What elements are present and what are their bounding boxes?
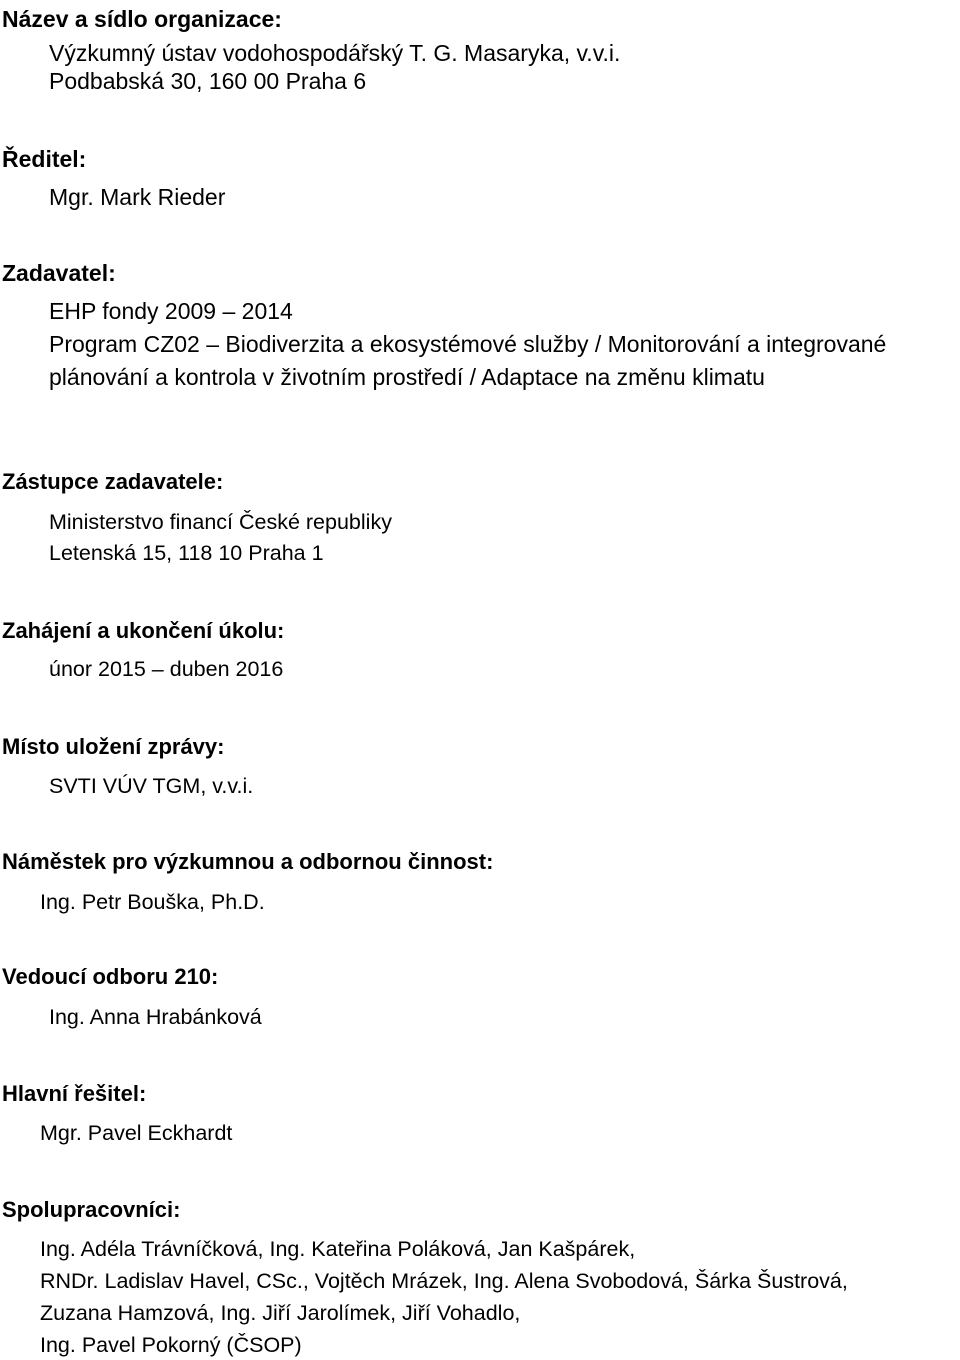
director-heading: Ředitel: [2,146,87,172]
collaborators-line-4: Ing. Pavel Pokorný (ČSOP) [40,1333,302,1357]
authority-representative-address: Letenská 15, 118 10 Praha 1 [49,541,324,565]
report-location-heading: Místo uložení zprávy: [2,734,225,759]
collaborators-line-2: RNDr. Ladislav Havel, CSc., Vojtěch Mrázek, Ing. Alena Svobodová, Šárka Šustrová, [40,1269,848,1293]
collaborators-heading: Spolupracovníci: [2,1197,181,1222]
department-head-name: Ing. Anna Hrabánková [49,1005,262,1029]
deputy-director-heading: Náměstek pro výzkumnou a odbornou činnost: [2,849,494,874]
authority-representative-name: Ministerstvo financí České republiky [49,510,392,534]
contracting-authority-heading: Zadavatel: [2,260,116,286]
director-name: Mgr. Mark Rieder [49,184,226,210]
organization-heading: Název a sídlo organizace: [2,6,282,32]
contracting-authority-line-3: plánování a kontrola v životním prostředí / Adaptace na změnu klimatu [49,364,765,390]
organization-address: Podbabská 30, 160 00 Praha 6 [49,68,367,94]
contracting-authority-line-2: Program CZ02 – Biodiverzita a ekosystémové služby / Monitorování a integrované [49,331,887,357]
report-location-value: SVTI VÚV TGM, v.v.i. [49,774,254,798]
task-period-value: únor 2015 – duben 2016 [49,657,284,681]
organization-name: Výzkumný ústav vodohospodářský T. G. Masaryka, v.v.i. [49,40,621,66]
authority-representative-heading: Zástupce zadavatele: [2,469,224,494]
department-head-heading: Vedoucí odboru 210: [2,964,219,989]
collaborators-line-3: Zuzana Hamzová, Ing. Jiří Jarolímek, Jiří Vohadlo, [40,1301,521,1325]
collaborators-line-1: Ing. Adéla Trávníčková, Ing. Kateřina Poláková, Jan Kašpárek, [40,1237,636,1261]
principal-investigator-heading: Hlavní řešitel: [2,1081,147,1106]
deputy-director-name: Ing. Petr Bouška, Ph.D. [40,890,265,914]
contracting-authority-line-1: EHP fondy 2009 – 2014 [49,298,293,324]
principal-investigator-name: Mgr. Pavel Eckhardt [40,1121,233,1145]
task-period-heading: Zahájení a ukončení úkolu: [2,618,285,643]
